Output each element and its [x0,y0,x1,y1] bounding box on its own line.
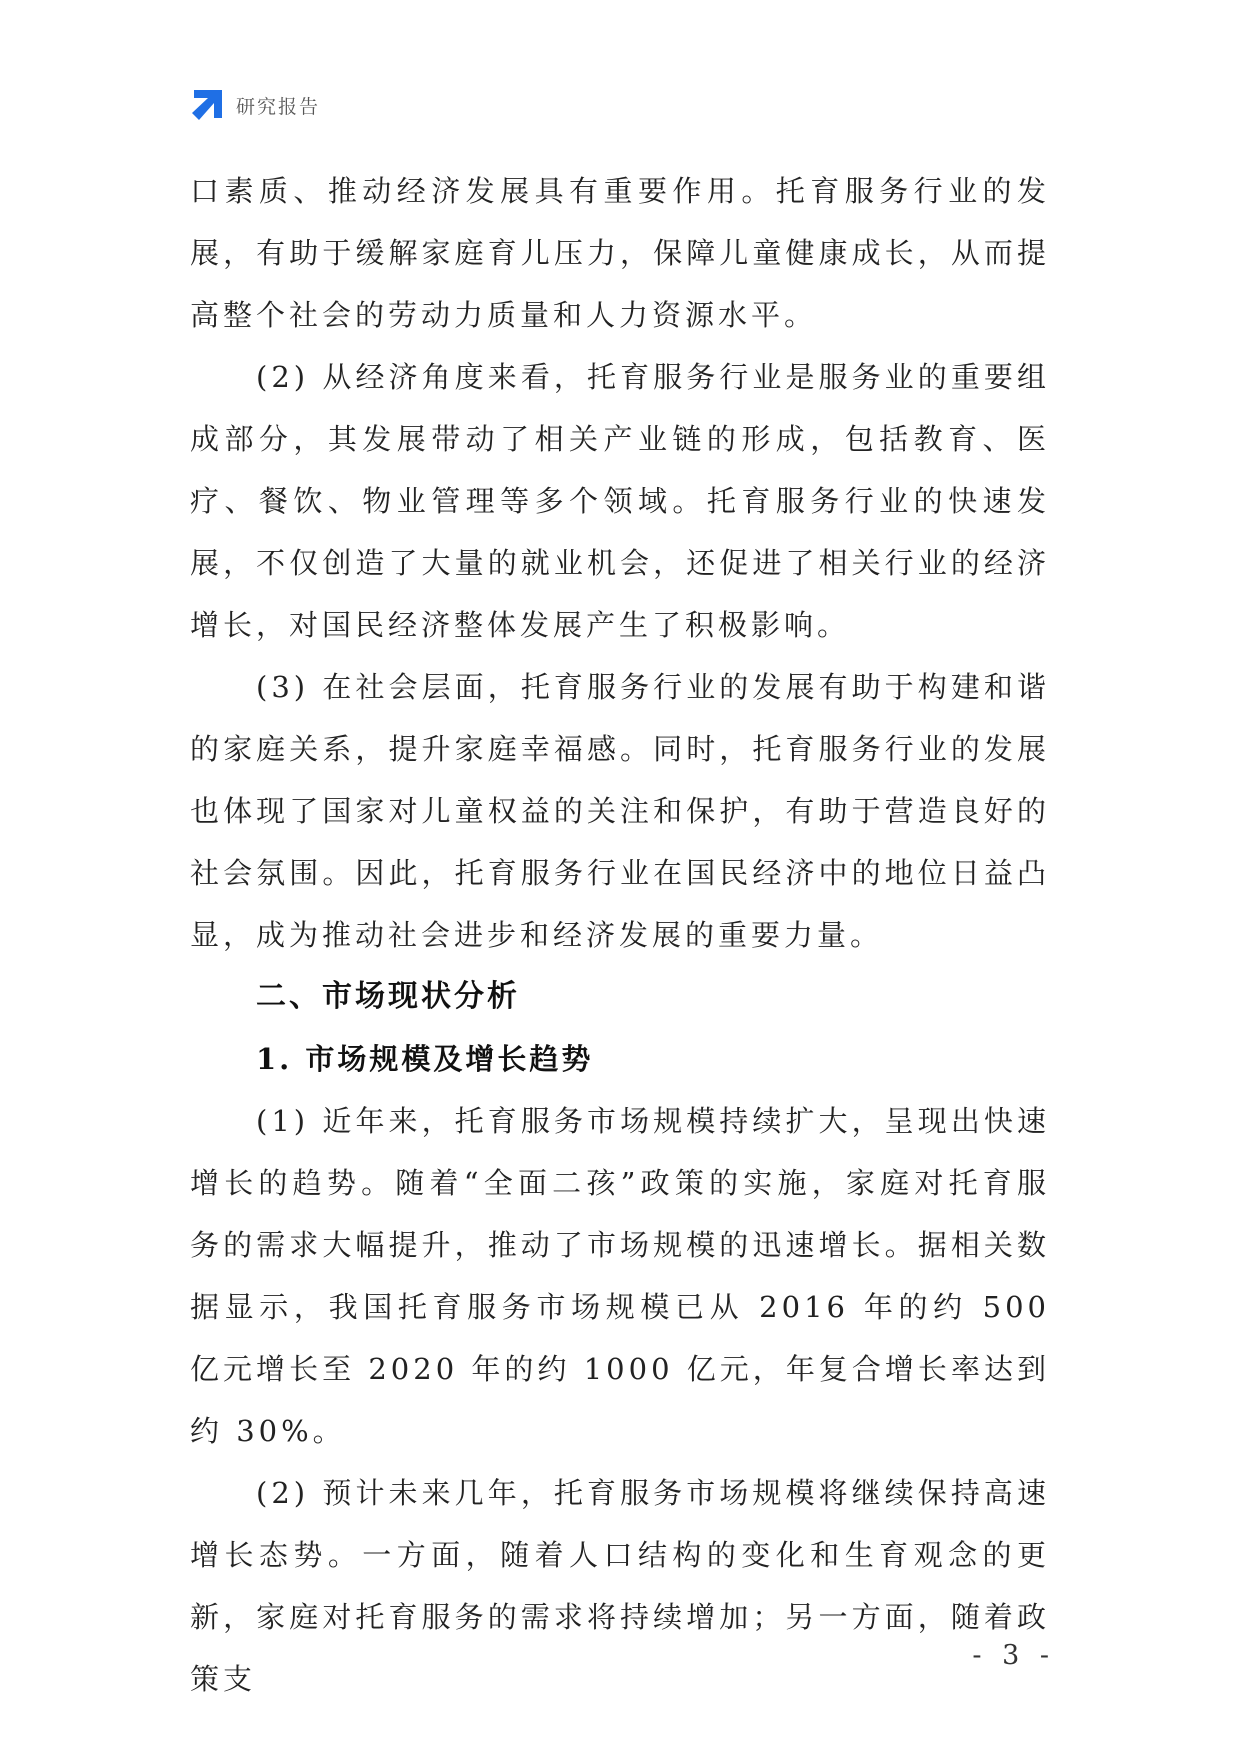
paragraph-1: 口素质、推动经济发展具有重要作用。托育服务行业的发展，有助于缓解家庭育儿压力，保障儿童健康成长，从而提高整个社会的劳动力质量和人力资源水平。 [190,174,1050,332]
header-label: 研究报告 [236,95,321,118]
subsection-heading: 1. 市场规模及增长趋势 [256,1042,594,1076]
paragraph-2: (2) 从经济角度来看，托育服务行业是服务业的重要组成部分，其发展带动了相关产业链的形成，包括教育、医疗、餐饮、物业管理等多个领域。托育服务行业的快速发展，不仅创造了大量的就业机会，还促进了相关行业的经济增长，对国民经济整体发展产生了积极影响。 [190,360,1050,642]
paragraph-4: (1) 近年来，托育服务市场规模持续扩大，呈现出快速增长的趋势。随着“全面二孩”政策的实施，家庭对托育服务的需求大幅提升，推动了市场规模的迅速增长。据相关数据显示，我国托育服务市场规模已从 2016 年的约 500 亿元增长至 2020 年的约 1000 亿元，年复合增长率达到约 30%。 [190,1104,1050,1448]
paragraph-3: (3) 在社会层面，托育服务行业的发展有助于构建和谐的家庭关系，提升家庭幸福感。同时，托育服务行业的发展也体现了国家对儿童权益的关注和保护，有助于营造良好的社会氛围。因此，托育服务行业在国民经济中的地位日益凸显，成为推动社会进步和经济发展的重要力量。 [190,670,1050,952]
page-number: - 3 - [972,1640,1055,1671]
report-header [190,88,320,122]
section-heading: 二、市场现状分析 [256,979,520,1014]
paragraph-5: (2) 预计未来几年，托育服务市场规模将继续保持高速增长态势。一方面，随着人口结构的变化和生育观念的更新，家庭对托育服务的需求将持续增加；另一方面，随着政策支 [190,1476,1050,1696]
arrow-logo-icon [190,88,224,122]
document-body [190,160,1050,1710]
